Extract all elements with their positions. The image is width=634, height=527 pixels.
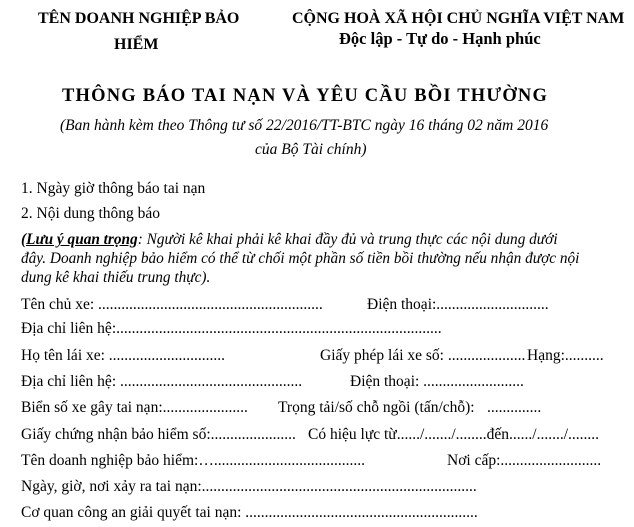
owner-name-field: Tên chủ xe: ..........................................................: [21, 296, 323, 313]
owner-phone-field: Điện thoại:.............................: [367, 296, 549, 313]
accident-time-place-field: Ngày, giờ, nơi xảy ra tai nạn:.......................................................................: [21, 478, 477, 495]
important-note-line3: dung kê khai thiếu trung thực).: [21, 269, 211, 286]
driver-address-field: Địa chỉ liên hệ: ...............................................: [21, 373, 303, 390]
owner-address-field: Địa chỉ liên hệ:....................................................................................: [21, 320, 442, 337]
driver-license-field: Giấy phép lái xe số: ....................: [320, 347, 526, 364]
license-class-field: Hạng:..........: [527, 347, 604, 364]
issue-place-field: Nơi cấp:..........................: [447, 452, 602, 469]
national-header: CỘNG HOÀ XÃ HỘI CHỦ NGHĨA VIỆT NAM: [292, 10, 625, 27]
important-note-line2: đây. Doanh nghiệp bảo hiểm có thể từ chối một phần số tiền bồi thường nếu nhận được nội: [21, 250, 580, 267]
national-motto: Độc lập - Tự do - Hạnh phúc: [339, 29, 541, 48]
insurer-name-field: Tên doanh nghiệp bảo hiểm:….......................................: [21, 452, 365, 469]
company-name-line2: HIỂM: [114, 36, 159, 53]
driver-phone-field: Điện thoại: ..........................: [350, 373, 524, 390]
driver-name-field: Họ tên lái xe: ..............................: [21, 347, 226, 364]
vehicle-plate-field: Biển số xe gây tai nạn:......................: [21, 399, 248, 416]
company-name-line1: TÊN DOANH NGHIỆP BẢO: [38, 10, 240, 27]
form-subtitle-line1: (Ban hành kèm theo Thông tư số 22/2016/TT-BTC ngày 16 tháng 02 năm 2016: [60, 117, 549, 134]
form-subtitle-line2: của Bộ Tài chính): [255, 141, 367, 158]
important-note-label: (Lưu ý quan trọng: [21, 231, 138, 248]
vehicle-capacity-label: Trọng tải/số chỗ ngồi (tấn/chỗ):: [278, 399, 475, 416]
item-notification-time: 1. Ngày giờ thông báo tai nạn: [21, 180, 206, 197]
insurance-certificate-field: Giấy chứng nhận bảo hiểm số:......................: [21, 426, 296, 443]
item-notification-content: 2. Nội dung thông báo: [21, 205, 161, 222]
important-note-line1: [21, 230, 558, 249]
police-agency-field: Cơ quan công an giải quyết tai nạn: ............................................................: [21, 504, 478, 521]
validity-period-field: Có hiệu lực từ....../......./........đến....../......./........: [308, 426, 600, 443]
vehicle-capacity-field: ..............: [487, 399, 542, 416]
form-title: THÔNG BÁO TAI NẠN VÀ YÊU CẦU BỒI THƯỜNG: [62, 86, 549, 106]
important-note-text: : Người kê khai phải kê khai đầy đủ và trung thực các nội dung dưới: [137, 231, 558, 248]
